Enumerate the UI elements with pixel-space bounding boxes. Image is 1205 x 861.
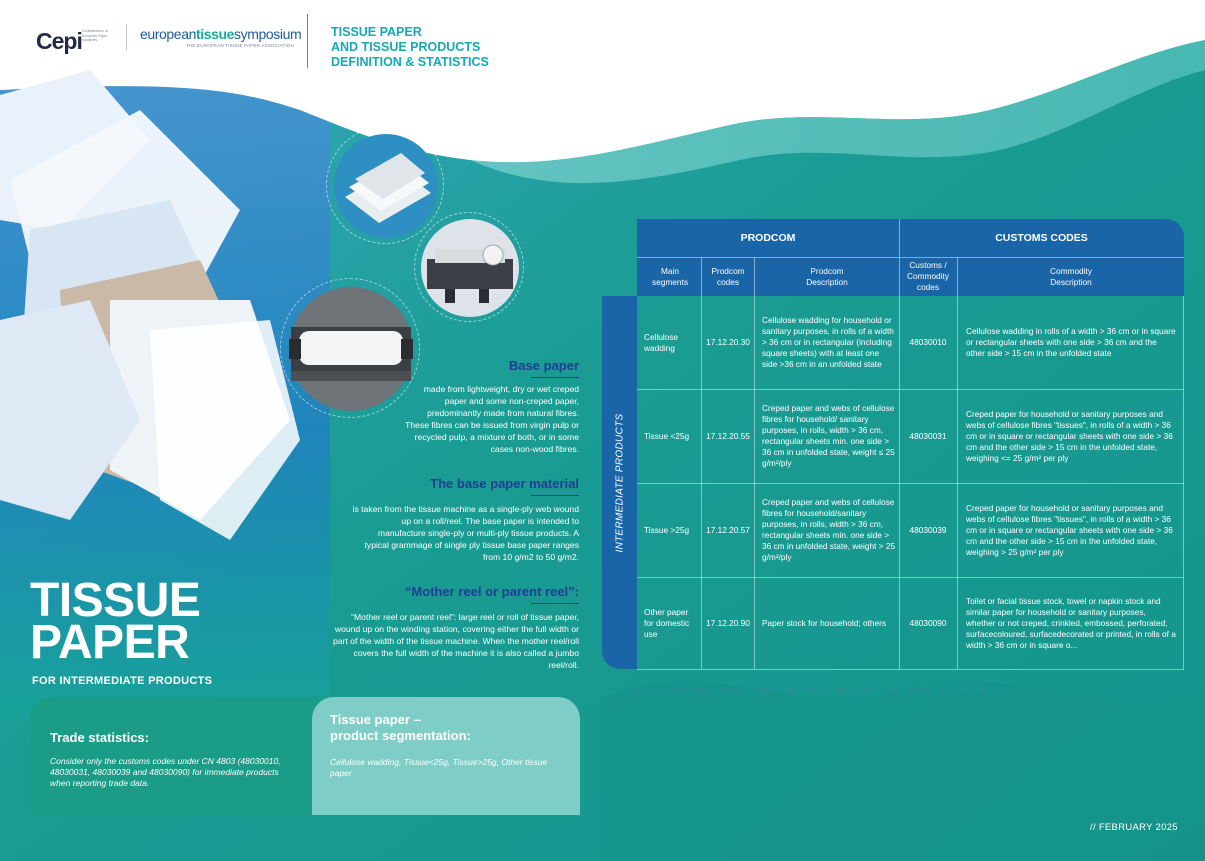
- header-divider: [307, 14, 308, 68]
- table-cell-segment: Other paper for domestic use: [644, 606, 690, 639]
- table-cell-commodity-desc: Cellulose wadding in rolls of a width > 36 cm or in square or rectangular sheets with one side > 36 cm and the other side > 15 cm in the unfolded state: [966, 326, 1176, 358]
- customs-group-header: CUSTOMS CODES: [995, 231, 1088, 244]
- mother-reel-photo: [280, 278, 420, 418]
- table-cell-prodcom-desc: Creped paper and webs of cellulose fibres for household/sanitary purposes, in rolls, width > 36 cm, rectangular sheets min. one side > 36 cm in unfolded state, weight > 25 g/m²/ply: [762, 497, 896, 562]
- mother-reel-title: “Mother reel or parent reel”:: [404, 584, 579, 599]
- mother-reel-text: “Mother reel or parent reel”: large reel or roll of tissue paper, wound up on the winding station, covering either the full width or part of the width of the tissue machine. When the mother reel/roll covers the full width of the machine it is also called a jumbo reel/roll.: [332, 612, 579, 670]
- table-cell-segment: Cellulose wadding: [644, 331, 679, 353]
- table-cell-prodcom-code: 17.12.20.90: [706, 617, 750, 628]
- table-cell-prodcom-desc: Cellulose wadding for household or sanitary purposes, in rolls of a width > 36 cm or in rectangular (including square sheets) with at least one side >36 cm in an unfolded state: [762, 315, 894, 369]
- mother-reel-rule: [531, 603, 579, 604]
- table-cell-segment: Tissue >25g: [644, 524, 690, 535]
- table-cell-prodcom-desc: Creped paper and webs of cellulose fibres for household/ sanitary purposes, in rolls, width > 36 cm, rectangular sheets min. one side > 36 cm in unfolded state, weight ≤ 25 g/m²/ply: [762, 403, 895, 468]
- table-cell-customs-code: 48030031: [909, 430, 947, 441]
- base-paper-material-rule: [531, 495, 579, 496]
- tissue-sheets-photo: [326, 126, 444, 244]
- grid-line: [957, 257, 958, 669]
- trade-statistics-title: Trade statistics:: [50, 730, 149, 745]
- base-paper-title: Base paper: [508, 358, 579, 373]
- grid-line: [637, 669, 1184, 670]
- cepi-logo: Cepi: [36, 28, 82, 54]
- table-cell-prodcom-code: 17.12.20.57: [706, 524, 750, 535]
- grid-line: [754, 257, 755, 669]
- tissue-machine-photo: [414, 212, 524, 322]
- table-cell-commodity-desc: Toilet or facial tissue stock, towel or napkin stock and similar paper for household or sanitary purposes, whether or not creped, crinkled, embossed, perforated, surfacecoloured, surfacedecorated or printed, in rolls of a width > 36 cm or in square o...: [966, 595, 1176, 650]
- logo-divider: [126, 24, 127, 50]
- base-paper-material-title: The base paper material: [430, 476, 579, 491]
- table-cell-customs-code: 48030010: [909, 337, 947, 347]
- col-main-segments: Main segments: [652, 265, 688, 287]
- grid-line: [637, 257, 1184, 258]
- trade-statistics-text: Consider only the customs codes under CN 4803 (48030010, 48030031, 48030039 and 48030090) for immediate products when reporting trade data.: [50, 756, 281, 788]
- table-cell-customs-code: 48030090: [909, 617, 947, 628]
- table-cell-commodity-desc: Creped paper for household or sanitary purposes and webs of cellulose fibres "tissues", in rolls of a width > 36 cm or in square or rectangular sheets with one side > 36 cm and the other side > 15 cm in the unfolded state, weighing > 25 g/m² per ply: [966, 502, 1173, 557]
- col-prodcom-codes: Prodcom codes: [711, 265, 745, 287]
- page-header: [0, 0, 1205, 90]
- ets-logo: europeantissuesymposium: [140, 26, 302, 42]
- table-cell-prodcom-desc: Paper stock for household; others: [762, 617, 887, 628]
- table-cell-customs-code: 48030039: [909, 524, 947, 535]
- table-cell-prodcom-code: 17.12.20.30: [706, 337, 750, 347]
- base-paper-text: made from lightweight, dry or wet creped paper and some non-creped paper, predominantly made from natural fibres. These fibres can be issued from virgin pulp or recycled pulp, a mixture of both, or in some cases non-wood fibres.: [405, 384, 579, 454]
- table-caption: Corresponding tables between Prodcom codes and customs codes (source Prodcom List 2023 Eurostat): [636, 686, 1006, 695]
- prodcom-group-header: PRODCOM: [740, 231, 796, 244]
- col-commodity-description: Commodity Description: [1050, 265, 1092, 287]
- table-cell-segment: Tissue <25g: [644, 430, 690, 441]
- segmentation-title: Tissue paper – product segmentation:: [330, 712, 471, 743]
- page-title: TISSUE PAPER AND TISSUE PRODUCTS DEFINITION & STATISTICS: [331, 25, 489, 69]
- tissue-paper-heading: TISSUE PAPER: [30, 574, 201, 669]
- table-cell-prodcom-code: 17.12.20.55: [706, 430, 750, 441]
- cepi-tagline: Confederation of European Paper Industries: [82, 29, 108, 42]
- intermediate-products-label: INTERMEDIATE PRODUCTS: [614, 413, 626, 553]
- footer-date: // FEBRUARY 2025: [1090, 822, 1178, 833]
- base-paper-rule: [531, 377, 579, 378]
- segmentation-text: Cellulose wadding, Tissue<25g, Tissue>25g, Other tissue paper: [330, 757, 548, 778]
- ets-tagline: THE EUROPEAN TISSUE PAPER ASSOCIATION: [186, 43, 294, 48]
- col-prodcom-description: Prodcom Description: [806, 265, 848, 287]
- tissue-paper-subheading: FOR INTERMEDIATE PRODUCTS: [32, 675, 213, 687]
- col-customs-codes: Customs / Commodity codes: [907, 260, 949, 292]
- table-cell-commodity-desc: Creped paper for household or sanitary purposes and webs of cellulose fibres "tissues", in rolls of a width > 36 cm or in square or rectangular sheets with one side > 36 cm and the other side > 15 cm in the unfolded state, weighing <= 25 g/m² per ply: [966, 408, 1173, 463]
- base-paper-material-text: is taken from the tissue machine as a single-ply web wound up on a roll/reel. The base paper is intended to manufacture single-ply or multi-ply tissue products. A typical grammage of single ply tissue base paper ranges from 10 g/m2 to 50 g/m2.: [352, 504, 579, 562]
